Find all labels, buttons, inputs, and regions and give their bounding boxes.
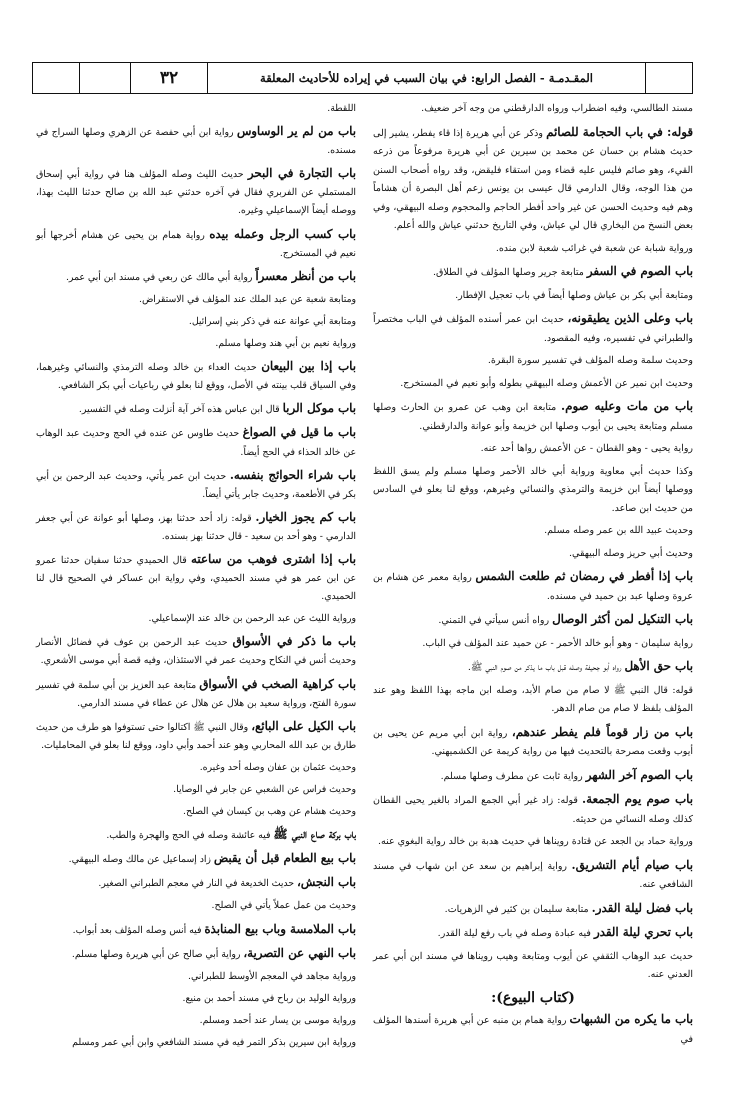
- paragraph-text: وحديث عبيد الله بن عمر وصله مسلم.: [544, 525, 693, 536]
- chapter-heading: قوله: في باب الحجامة للصائم: [546, 124, 693, 139]
- paragraph: [36, 781, 356, 799]
- paragraph: [36, 990, 356, 1008]
- chapter-heading: باب إذا أفطر في رمضان ثم طلعت الشمس: [475, 569, 693, 583]
- paragraph-text: وذكر عن أبي هريرة إذا قاء يفطر، يشير إلى حديث هشام بن حسان عن محمد بن سيرين عن أبي هريرة مرفوعاً من ذرعه القيء، وهو صائم فليس عليه قضاء ومن استقاء فليقض، وقد رواه أصحاب السنن من هذا الوجه، وقال الدارمي قال عيسى بن يونس زعم أهل البصرة أن هشاماً وهم فيه وحديث الحسن عن غير واحد أفطر الحاجم والمحجوم وصله البيهقي، وفي بعض النسخ من البخاري قال لي عياش، وفي التاريخ حدثني عياش والله أعلم.: [373, 127, 693, 231]
- paragraph: [36, 873, 356, 893]
- paragraph: [373, 440, 693, 459]
- paragraph-text: رواية همام بن منبه عن أبي هريرة أسندها المؤلف في: [373, 1015, 693, 1045]
- paragraph: [373, 657, 693, 678]
- paragraph: [36, 423, 356, 461]
- paragraph: [373, 545, 693, 564]
- paragraph-text: فيه عبادة وصله في باب رفع ليلة القدر.: [437, 928, 591, 939]
- paragraph: [36, 335, 356, 353]
- paragraph-text: زاد إسماعيل عن مالك وصله البيهقي.: [68, 854, 211, 866]
- paragraph: [373, 1010, 693, 1049]
- paragraph: [36, 825, 356, 845]
- chapter-heading: باب من لم ير الوساوس: [236, 124, 356, 139]
- paragraph-text: فيه أنس وصله المؤلف بعد أبواب.: [72, 924, 202, 936]
- paragraph: [36, 1034, 356, 1052]
- paragraph: [36, 675, 356, 713]
- paragraph: [373, 123, 693, 236]
- paragraph: [373, 240, 693, 259]
- paragraph: [36, 803, 356, 821]
- paragraph-text: رواية ابن أبي مريم عن يحيى بن أيوب وقعت مصرحة بالتحديث فيها من رواية كريمة عن الكشميهني.: [373, 727, 693, 757]
- paragraph: [36, 759, 356, 777]
- paragraph-text: قوله: زاد أحد حدثنا بهز، وصلها أبو عوانة عن أبي جعفر الدارمي - وهو أحد بن سعيد - قال حدثنا بهز بسنده.: [36, 512, 356, 542]
- paragraph-text: ومتابعة أبي بكر بن عياش وصلها أيضاً في باب تعجيل الإفطار.: [455, 289, 693, 301]
- chapter-heading: باب التجارة في البحر: [247, 166, 356, 181]
- paragraph-text: متابعة جرير وصلها المؤلف في الطلاق.: [432, 267, 584, 278]
- paragraph: [373, 635, 693, 654]
- page-number: ٣٢: [130, 63, 207, 93]
- paragraph: [36, 1012, 356, 1030]
- paragraph-text: رواية إبراهيم بن سعد عن ابن شهاب في مسند الشافعي عنه.: [373, 860, 693, 890]
- paragraph-text: حديث الخديعة في النار في معجم الطبراني الصغير.: [98, 878, 295, 890]
- paragraph: [36, 632, 356, 670]
- chapter-heading: باب إذا بين البيعان: [261, 359, 356, 374]
- paragraph-text: رواه أبو جحيفة وصله قبل باب ما يذكر من صوم النبي ﷺ.: [467, 662, 622, 673]
- paragraph: [373, 682, 693, 719]
- chapter-heading: باب ما قيل في الصواغ: [242, 425, 356, 440]
- chapter-heading: باب وعلى الذين يطيقونه،: [567, 311, 693, 325]
- chapter-heading: باب موكل الربا: [282, 401, 356, 416]
- paragraph: [373, 766, 693, 787]
- paragraph: [373, 100, 693, 119]
- paragraph: [373, 723, 693, 762]
- chapter-heading: باب تحري ليلة القدر: [593, 925, 693, 939]
- chapter-heading: باب الملامسة وباب بيع المنابذة: [204, 921, 356, 936]
- paragraph: [36, 610, 356, 628]
- paragraph-text: وحديث سلمة وصله المؤلف في تفسير سورة البقرة.: [487, 355, 693, 366]
- paragraph: [373, 899, 693, 920]
- paragraph-text: رواية همام بن يحيى عن هشام أخرجها أبو نعيم في المستخرج.: [36, 229, 356, 259]
- paragraph-text: ورواية مجاهد في المعجم الأوسط للطبراني.: [188, 970, 356, 982]
- paragraph: [373, 522, 693, 541]
- paragraph: [373, 463, 693, 519]
- paragraph: [373, 287, 693, 306]
- paragraph-text: مسند الطالسي، وفيه اضطراب ورواه الدارقطني من وجه آخر ضعيف.: [421, 103, 693, 114]
- paragraph-text: رواية ثابت عن مطرف وصلها مسلم.: [440, 770, 583, 782]
- paragraph: [373, 397, 693, 436]
- paragraph-text: وحديث عثمان بن عفان وصله أحد وغيره.: [199, 761, 356, 773]
- paragraph: [373, 610, 693, 631]
- paragraph-text: اللقطة.: [327, 103, 356, 114]
- paragraph-text: حديث عبد الرحمن بن عوف في فضائل الأنصار وحديث أنس في النكاح وحديث عمر في الاستئذان، وفيه قصة أبي موسى الأشعري.: [36, 637, 356, 667]
- paragraph-text: قال ابن عباس هذه آخر آية أنزلت وصله في التفسير.: [78, 404, 280, 416]
- paragraph: [373, 790, 693, 829]
- paragraph: [373, 352, 693, 371]
- paragraph-text: وحديث أبي حريز وصله البيهقي.: [569, 547, 693, 559]
- paragraph: [36, 508, 356, 546]
- paragraph-text: حديث الليث وصله المؤلف هنا في رواية أبي إسحاق المستملي عن الفربري فقال في آخره حدثني عبد الله بن صالح حدثنا الليث بهذا، ووصله أيضاً الإسماعيلي وغيره.: [36, 169, 356, 217]
- left-column: [36, 100, 356, 1056]
- paragraph-text: ورواية شبابة عن شعبة في غرائب شعبة لابن منده.: [495, 242, 693, 254]
- chapter-heading: باب بيع الطعام قبل أن يقبض: [213, 851, 356, 866]
- paragraph-text: وحديث فراس عن الشعبي عن جابر في الوصايا.: [173, 784, 356, 795]
- chapter-heading: باب ما ذكر في الأسواق: [232, 634, 356, 649]
- chapter-heading: باب الصوم آخر الشهر: [585, 767, 693, 782]
- chapter-heading: باب الكيل على البائع،: [251, 718, 356, 733]
- page-header: [32, 62, 693, 94]
- header-empty-cell: [79, 63, 130, 93]
- paragraph: [36, 357, 356, 395]
- paragraph-text: متابعة ابن وهب عن عمرو بن الحارث وصلها مسلم ومتابعة يحيى بن أيوب وصلها ابن خزيمة وأبو عوانة والدارقطني.: [373, 402, 693, 432]
- paragraph-text: ورواية نعيم بن أبي هند وصلها مسلم.: [215, 338, 356, 350]
- paragraph: [373, 567, 693, 606]
- paragraph: [36, 550, 356, 606]
- paragraph: [36, 267, 356, 287]
- chapter-heading: باب صيام أيام التشريق.: [571, 857, 693, 872]
- paragraph: [36, 100, 356, 118]
- paragraph-text: حديث عبد الوهاب الثقفي عن أيوب ومتابعة وهيب رويناها في مسند ابن أبي عمر العدني عنه.: [373, 950, 693, 980]
- paragraph-text: ورواية الوليد بن رباح في مسند أحمد بن منيع.: [182, 992, 356, 1004]
- paragraph-text: متابعة سليمان بن كثير في الزهريات.: [444, 903, 589, 915]
- paragraph-text: رواه أنس سيأتي في التمني.: [438, 615, 550, 626]
- paragraph-text: ورواية حماد بن الجعد عن قتادة رويناها في حديث هدبة بن خالد رواية البغوي عنه.: [378, 836, 693, 847]
- chapter-heading: باب كم يجوز الخيار.: [255, 509, 356, 524]
- right-column: [373, 100, 693, 1053]
- paragraph-text: حديث ابن عمر يأتي، وحديث عبد الرحمن بن أبي بكر في الأطعمة، وحديث جابر يأتي أيضاً.: [36, 470, 356, 500]
- paragraph-text: وحديث ابن نمير عن الأعمش وصله البيهقي بطوله وأبو نعيم في المستخرج.: [400, 377, 693, 389]
- chapter-heading: باب النهي عن التصرية،: [243, 945, 356, 960]
- paragraph-text: رواية أبي صالح عن أبي هريرة وصلها مسلم.: [71, 948, 241, 960]
- paragraph-text: حديث طاوس عن عنده في الحج وحديث عبد الوهاب عن خالد الحذاء في الحج أيضاً.: [36, 428, 356, 458]
- paragraph-text: وقال النبي ﷺ اكتالوا حتى تستوفوا هو طرف من حديث طارق بن عبد الله المحاربي وهو عند أحمد وأبي داود، ووقع لنا بعلو في المحامليات.: [36, 721, 356, 751]
- paragraph: [36, 968, 356, 986]
- paragraph-text: ومتابعة شعبة عن عبد الملك عند المؤلف في الاستقراض.: [139, 293, 356, 305]
- paragraph: [373, 833, 693, 852]
- header-empty-cell: [33, 63, 79, 93]
- paragraph-text: رواية معمر عن هشام بن عروة وصلها عبد بن حميد في مسنده.: [373, 572, 693, 602]
- paragraph: [36, 849, 356, 869]
- chapter-heading: باب ما يكره من الشبهات: [569, 1012, 693, 1026]
- paragraph-text: حديث ابن عمر أسنده المؤلف في الباب مختصراً والطبراني في تفسيره، وفيه المقصود.: [373, 314, 693, 344]
- header-empty-cell: [645, 63, 692, 93]
- paragraph: [36, 164, 356, 220]
- chapter-heading: باب من زار قوماً فلم يفطر عندهم،: [511, 724, 693, 739]
- paragraph: [36, 313, 356, 331]
- paragraph-text: رواية سليمان - وهو أبو خالد الأحمر - عن حميد عند المؤلف في الباب.: [422, 637, 693, 649]
- chapter-heading: باب إذا اشترى فوهب من ساعته: [191, 551, 356, 566]
- paragraph: [36, 897, 356, 915]
- chapter-heading: باب كراهية الصخب في الأسواق: [199, 676, 356, 691]
- chapter-heading: باب من أنظر معسراً: [255, 268, 356, 283]
- paragraph-text: قوله: زاد غير أبي الجمع المراد بالغير يحيى القطان كذلك وصله النسائي من حديثه.: [373, 795, 693, 825]
- paragraph-text: ورواية موسى بن يسار عند أحمد ومسلم.: [199, 1014, 356, 1026]
- paragraph-text: متابعة عبد العزيز بن أبي سلمة في تفسير سورة الفتح، ورواية سعيد بن هلال عن هلال عن عطاء في مسند الدارمي.: [36, 679, 356, 709]
- chapter-heading: باب بركة صاع النبي ﷺ: [273, 827, 356, 842]
- paragraph-text: ورواية ابن سيرين بذكر التمر فيه في مسند الشافعي وابن أبي عمر ومسلم: [72, 1037, 356, 1049]
- paragraph-text: قوله: قال النبي ﷺ لا صام من صام الأبد، وصله ابن ماجه بهذا اللفظ وهو عند المؤلف بلفظ لا صام من صام الدهر.: [373, 684, 693, 714]
- paragraph-text: ومتابعة أبي عوانة عنه في ذكر بني إسرائيل.: [188, 315, 356, 327]
- paragraph: [36, 291, 356, 309]
- paragraph-text: وكذا حديث أبي معاوية ورواية أبي خالد الأحمر وصلها مسلم ولم يسق اللفظ ووصلها أيضاً ابن خزيمة والترمذي والنسائي وغيرهم، ووقع لنا بعلو في السادس من حديث ابن صاعد.: [373, 465, 693, 514]
- paragraph-text: وحديث من عمل عملاً يأتي في الصلح.: [211, 900, 356, 912]
- book-title: (كتاب البيوع):: [491, 989, 575, 1006]
- chapter-heading: باب من مات وعليه صوم.: [561, 399, 693, 413]
- paragraph-text: رواية يحيى - وهو القطان - عن الأعمش رواها أحد عنه.: [480, 443, 693, 454]
- paragraph: [36, 717, 356, 755]
- paragraph: [36, 399, 356, 419]
- paragraph: [373, 262, 693, 283]
- paragraph: [36, 944, 356, 964]
- paragraph-text: فيه عائشة وصله في الحج والهجرة والطب.: [106, 830, 271, 842]
- chapter-heading: باب صوم يوم الجمعة.: [582, 792, 693, 806]
- paragraph: [373, 948, 693, 985]
- paragraph: [36, 920, 356, 940]
- chapter-heading: باب شراء الحوائج بنفسه.: [229, 467, 356, 482]
- chapter-heading: باب الصوم في السفر: [586, 264, 693, 278]
- paragraph-text: وحديث هشام عن وهب بن كيسان في الصلح.: [182, 806, 356, 818]
- paragraph: [36, 122, 356, 160]
- chapter-heading: باب التنكيل لمن أكثر الوصال: [552, 612, 693, 626]
- paragraph: [36, 466, 356, 504]
- chapter-heading: باب كسب الرجل وعمله بيده: [209, 226, 356, 241]
- chapter-heading: باب فضل ليلة القدر.: [591, 900, 693, 915]
- paragraph-text: حديث العداء بن خالد وصله الترمذي والنسائي وغيرهما، وفي السياق قلب بينته في الأصل، ووقع لنا بعلو في رباعيات أبي بكر الشافعي.: [36, 362, 356, 392]
- paragraph: [373, 375, 693, 394]
- paragraph-text: رواية ابن أبي حفصة عن الزهري وصلها السراج في مسنده.: [36, 127, 356, 157]
- paragraph-text: قال الحميدي حدثنا سفيان حدثنا عمرو عن ابن عمر هو في مسند الحميدي، وفي رواية ابن عساكر في الصحيح قال لنا الحميدي.: [36, 554, 356, 603]
- chapter-heading: باب النجش،: [297, 875, 356, 890]
- paragraph: [373, 856, 693, 895]
- paragraph: [36, 225, 356, 263]
- running-title: المقـدمـة - الفصل الرابع: في بيان السبب في إيراده للأحاديث المعلقة: [207, 63, 645, 93]
- paragraph: [373, 923, 693, 944]
- paragraph: [373, 309, 693, 348]
- paragraph-text: ورواية الليث عن عبد الرحمن بن خالد عند الإسماعيلي.: [148, 613, 356, 625]
- chapter-heading: باب حق الأهل: [624, 659, 693, 673]
- paragraph-text: رواية أبي مالك عن ربعي في مسند ابن أبي عمر.: [65, 271, 253, 283]
